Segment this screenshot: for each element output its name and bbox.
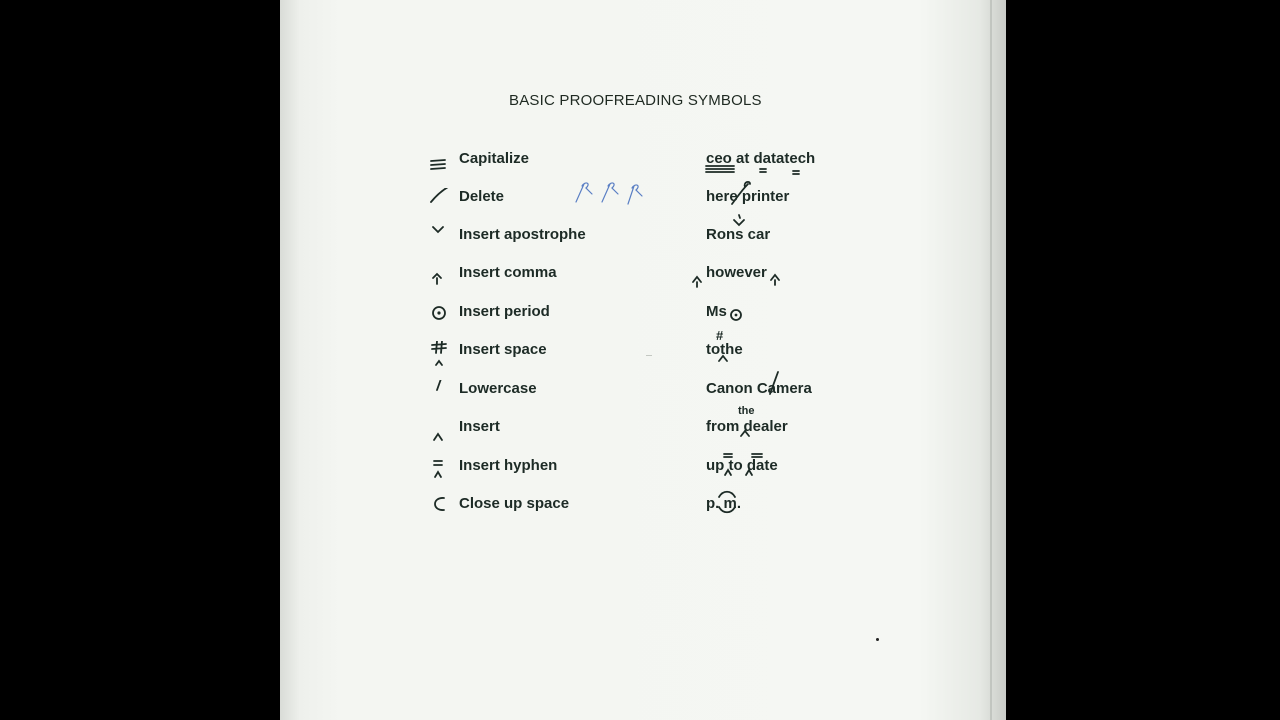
symbol-label: Capitalize	[459, 150, 530, 167]
insert-hyphen-symbol-icon	[428, 457, 452, 487]
symbol-label: Insert	[459, 418, 500, 435]
example-text: Ms	[706, 303, 727, 320]
delete-symbol-icon	[428, 188, 452, 218]
comma-mark-right-icon	[768, 270, 784, 288]
symbol-row-insert-period	[280, 303, 1006, 341]
example-text: however	[706, 264, 767, 281]
symbol-row-insert-space	[280, 328, 1006, 379]
symbol-row-capitalize	[280, 150, 1006, 188]
symbol-label: Insert comma	[459, 264, 557, 281]
comma-mark-left-icon	[690, 272, 706, 290]
insert-period-symbol-icon	[428, 303, 452, 333]
symbol-row-insert	[280, 405, 1006, 456]
insert-comma-symbol-icon	[428, 264, 452, 294]
space-mark-hash: #	[716, 328, 724, 343]
paper-smudge	[646, 355, 652, 356]
symbol-label: Insert period	[459, 303, 550, 320]
symbol-row-insert-comma	[280, 264, 1006, 302]
symbol-row-delete	[280, 188, 1006, 226]
symbol-label: Insert hyphen	[459, 457, 558, 474]
example-text: here printer	[706, 188, 790, 205]
insert-caret-icon	[428, 418, 452, 448]
symbol-label: Lowercase	[459, 380, 537, 397]
capitalize-symbol-icon	[428, 150, 452, 180]
close-up-space-symbol-icon	[428, 495, 452, 525]
insert-space-symbol-icon	[428, 341, 452, 371]
symbol-row-lowercase	[280, 380, 1006, 418]
insert-apostrophe-symbol-icon	[428, 226, 452, 256]
example-text: tothe	[706, 341, 743, 358]
symbol-label: Delete	[459, 188, 505, 205]
period-mark-icon	[728, 307, 744, 323]
symbol-row-insert-apostrophe	[280, 226, 1006, 264]
paper-speck	[876, 638, 879, 641]
symbol-row-insert-hyphen	[280, 457, 1006, 495]
inserted-word: the	[738, 405, 755, 417]
symbol-label: Insert apostrophe	[459, 226, 586, 243]
example-text: ceo at datatech	[706, 150, 816, 167]
document-page	[280, 0, 1006, 720]
symbol-row-close-up-space	[280, 495, 1006, 533]
example-text: up to date	[706, 457, 778, 474]
example-text: from dealer	[706, 418, 788, 435]
symbol-label: Close up space	[459, 495, 570, 512]
document-title: BASIC PROOFREADING SYMBOLS	[509, 92, 762, 109]
example-text: Canon Camera	[706, 380, 812, 397]
lowercase-symbol-icon	[428, 380, 452, 410]
example-text: p. m.	[706, 495, 742, 512]
example-text: Rons car	[706, 226, 771, 243]
symbol-label: Insert space	[459, 341, 547, 358]
